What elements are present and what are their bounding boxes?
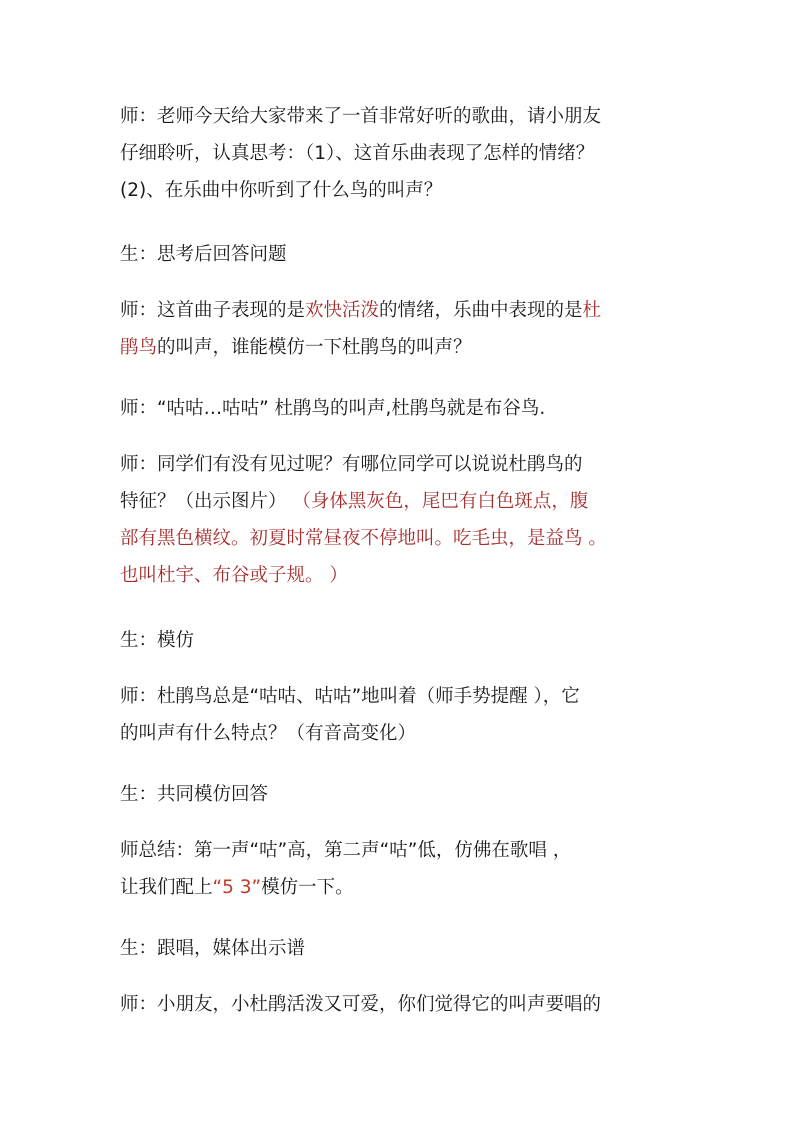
text-run: 的情绪，乐曲中表现的是 bbox=[379, 300, 583, 321]
highlight-text: 部有黑色横纹。初夏时常昼夜不停地叫。吃毛虫，是益鸟 。 bbox=[120, 528, 607, 549]
line: 生：跟唱，媒体出示谱 bbox=[120, 938, 306, 959]
line: 师：老师今天给大家带来了一首非常好听的歌曲，请小朋友 bbox=[120, 106, 602, 127]
line: 师：杜鹃鸟总是“咕咕、咕咕”地叫着（师手势提醒 ），它 bbox=[120, 686, 580, 707]
teacher-final-paragraph bbox=[120, 986, 680, 1023]
line: 生：模仿 bbox=[120, 630, 195, 651]
highlight-text: （身体黑灰色，尾巴有白色斑点，腹 bbox=[292, 491, 589, 512]
line: 的叫声有什么特点？（有音高变化） bbox=[120, 723, 417, 744]
teacher-call-paragraph bbox=[120, 678, 680, 752]
line: 师：“咕咕…咕咕” 杜鹃鸟的叫声,杜鹃鸟就是布谷鸟. bbox=[120, 398, 546, 419]
teacher-summary-paragraph bbox=[120, 832, 680, 906]
line: 师：小朋友，小杜鹃活泼又可爱，你们觉得它的叫声要唱的 bbox=[120, 994, 602, 1015]
line: 生：共同模仿回答 bbox=[120, 784, 269, 805]
text-run: 让我们配上 bbox=[120, 877, 213, 898]
line: (2)、在乐曲中你听到了什么鸟的叫声？ bbox=[120, 180, 443, 201]
teacher-cuckoo-paragraph bbox=[120, 390, 680, 427]
teacher-intro-paragraph bbox=[120, 98, 680, 209]
text-run: 特征？（出示图片） bbox=[120, 491, 293, 512]
student-answer-paragraph bbox=[120, 776, 680, 813]
text-run: 师：这首曲子表现的是 bbox=[120, 300, 306, 321]
line: 师：同学们有没有见过呢？有哪位同学可以说说杜鹃鸟的 bbox=[120, 454, 583, 475]
highlight-text: “5 3” bbox=[212, 877, 262, 898]
student-think-paragraph bbox=[120, 236, 680, 273]
text-run: 的叫声，谁能模仿一下杜鹃鸟的叫声？ bbox=[157, 337, 472, 358]
student-sing-paragraph bbox=[120, 930, 680, 967]
line: 师总结：第一声“咕”高，第二声“咕”低，仿佛在歌唱 ， bbox=[120, 840, 572, 861]
line: 生：思考后回答问题 bbox=[120, 244, 287, 265]
student-imitate-paragraph bbox=[120, 622, 680, 659]
line: 仔细聆听，认真思考：（1）、这首乐曲表现了怎样的情绪？ bbox=[120, 143, 595, 164]
highlight-text: 杜 bbox=[582, 300, 602, 321]
teacher-features-paragraph bbox=[120, 446, 680, 594]
text-run: 模仿一下。 bbox=[261, 877, 354, 898]
highlight-text: 鹃鸟 bbox=[120, 337, 158, 358]
highlight-text: 也叫杜宇、布谷或子规。 ） bbox=[120, 565, 348, 586]
highlight-text: 欢快活泼 bbox=[305, 300, 380, 321]
teacher-emotion-paragraph bbox=[120, 292, 680, 366]
